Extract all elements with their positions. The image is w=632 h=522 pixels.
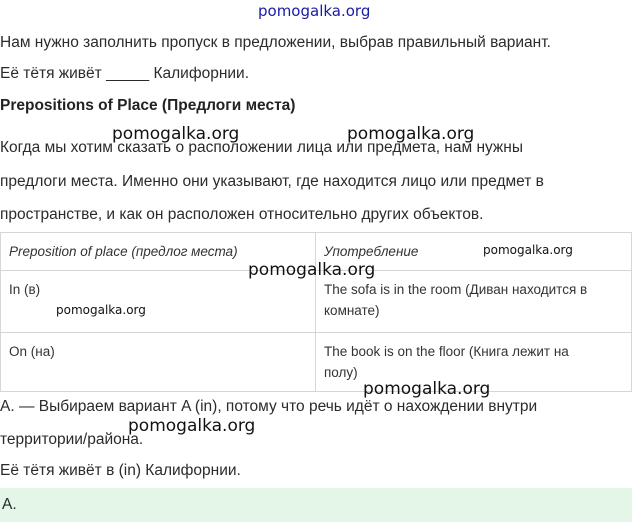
table-header-preposition: Preposition of place (предлог места) (1, 233, 316, 271)
table-row (1, 333, 632, 392)
watermark-top: pomogalka.org (258, 2, 371, 20)
watermark: pomogalka.org (347, 124, 475, 144)
usage-line: The book is on the floor (Книга лежит на (324, 344, 569, 359)
section-heading: Prepositions of Place (Предлоги места) (0, 97, 296, 114)
watermark: pomogalka.org (128, 416, 256, 436)
paragraph-line-2: предлоги места. Именно они указывают, где находится лицо или предмет в (0, 173, 544, 190)
answer-box (0, 488, 632, 522)
watermark: pomogalka.org (112, 124, 240, 144)
table-header-usage: Употребление (316, 233, 632, 271)
usage-line: The sofa is in the room (Диван находится в (324, 282, 588, 297)
paragraph-line-3: пространстве, и как он расположен относительно других объектов. (0, 206, 484, 223)
table-cell-preposition: On (на) (1, 333, 316, 392)
paragraph-line-1: Когда мы хотим сказать о расположении лица или предмета, нам нужны (0, 139, 523, 156)
watermark: pomogalka.org (363, 379, 491, 399)
final-sentence: Её тётя живёт в (in) Калифорнии. (0, 462, 241, 479)
answer-label: A. (2, 496, 17, 513)
watermark: pomogalka.org (248, 260, 376, 280)
table-cell-preposition: In (в) (1, 271, 316, 333)
explanation-line-1: A. — Выбираем вариант A (in), потому что речь идёт о нахождении внутри (0, 398, 538, 415)
task-sentence: Её тётя живёт _____ Калифорнии. (0, 65, 250, 82)
watermark: pomogalka.org (483, 243, 573, 257)
usage-line: полу) (324, 365, 358, 380)
usage-line: комнате) (324, 303, 380, 318)
watermark: pomogalka.org (56, 303, 146, 317)
explanation-line-2: территории/района. (0, 431, 144, 448)
task-instruction: Нам нужно заполнить пропуск в предложении, выбрав правильный вариант. (0, 34, 551, 51)
